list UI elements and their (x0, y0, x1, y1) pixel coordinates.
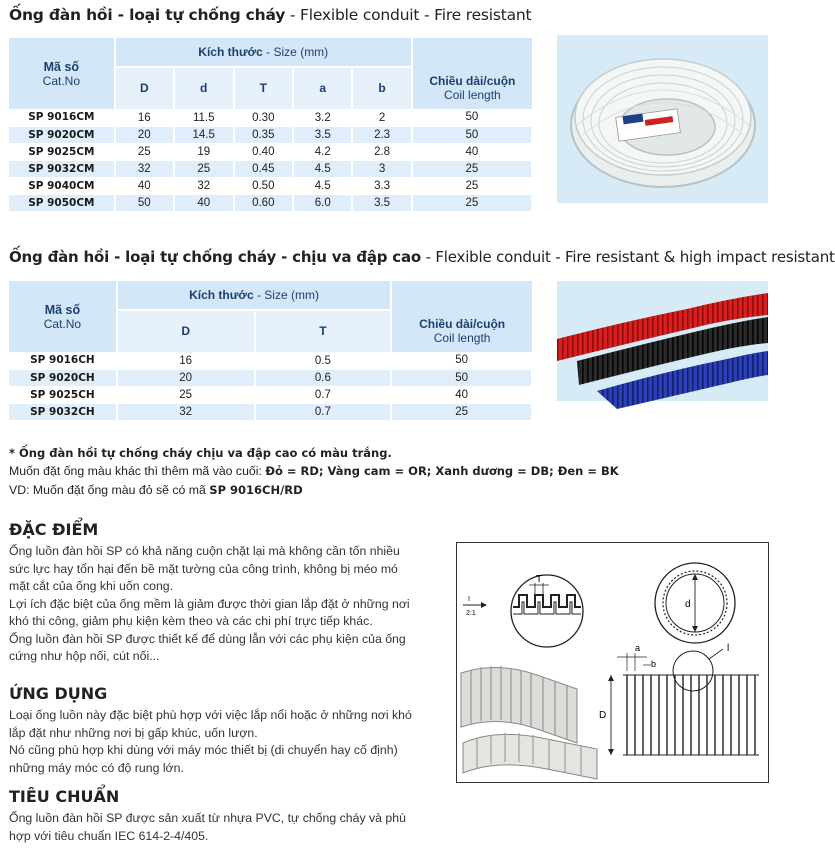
diagram-label-b: b (651, 659, 657, 669)
table-row (9, 352, 532, 369)
value-cell: 50 (115, 194, 174, 211)
standard-text (9, 810, 429, 845)
cat-no-cell: SP 9020CH (9, 369, 117, 386)
value-cell: 40 (412, 143, 532, 160)
value-cell: 2.3 (352, 126, 411, 143)
value-cell: 16 (117, 352, 255, 369)
value-cell: 0.40 (234, 143, 294, 160)
table1-col-d: d (174, 67, 234, 109)
standard-heading: TIÊU CHUẨN (9, 787, 120, 806)
cat-no-cell: SP 9040CM (9, 177, 115, 194)
value-cell: 50 (412, 109, 532, 126)
cat-no-cell: SP 9025CH (9, 386, 117, 403)
value-cell: 40 (391, 386, 532, 403)
standard-line: Ống luồn đàn hồi SP được sản xuất từ nhựa PVC, tự chống cháy và phù (9, 811, 406, 825)
cat-no-cell: SP 9032CH (9, 403, 117, 420)
technical-diagram (456, 542, 769, 783)
note-line2 (9, 464, 619, 478)
value-cell: 3.5 (293, 126, 352, 143)
value-cell: 0.7 (255, 403, 392, 420)
value-cell: 50 (391, 352, 532, 369)
value-cell: 20 (115, 126, 174, 143)
value-cell: 0.6 (255, 369, 392, 386)
cat-no-cell: SP 9016CH (9, 352, 117, 369)
section2-sep: - (421, 248, 436, 266)
value-cell: 2 (352, 109, 411, 126)
table1-catno-header (9, 38, 115, 109)
value-cell: 32 (117, 403, 255, 420)
features-line: Ống luồn đàn hồi SP có khả năng cuộn chặt lại mà không cần tốn nhiều (9, 544, 400, 558)
value-cell: 19 (174, 143, 234, 160)
note-line3-code: SP 9016CH/RD (209, 483, 303, 497)
section1-sep: - (285, 6, 301, 24)
value-cell: 3.5 (352, 194, 411, 211)
section1-title-en: Flexible conduit - Fire resistant (300, 6, 532, 24)
value-cell: 2.8 (352, 143, 411, 160)
value-cell: 25 (391, 403, 532, 420)
cat-no-cell: SP 9025CM (9, 143, 115, 160)
value-cell: 4.5 (293, 160, 352, 177)
section1-title-vi: Ống đàn hồi - loại tự chống cháy (9, 6, 286, 24)
features-line: mặt cắt của ống khi uốn cong. (9, 579, 174, 593)
table1-col-b: b (352, 67, 411, 109)
value-cell: 25 (412, 177, 532, 194)
value-cell: 25 (412, 194, 532, 211)
value-cell: 3 (352, 160, 411, 177)
table2-coil-header (391, 281, 532, 352)
table1-size-en: Size (mm) (273, 45, 329, 59)
value-cell: 20 (117, 369, 255, 386)
diagram-label-a: a (635, 643, 641, 653)
features-line: khó thi công, giảm phụ kiện kèm theo và các chi phí trực tiếp khác. (9, 614, 373, 628)
value-cell: 16 (115, 109, 174, 126)
features-line: Ống luồn đàn hồi SP được thiết kế để dùng lẫn với các phụ kiện của ống (9, 631, 406, 646)
value-cell: 25 (412, 160, 532, 177)
side-view-illustration (599, 643, 759, 755)
table1-coil-en: Coil length (444, 87, 501, 102)
application-text (9, 707, 429, 777)
features-text (9, 543, 429, 666)
features-line: Lợi ích đặc biệt của ống mềm là giảm được thời gian lắp đặt ở những nơi (9, 596, 410, 611)
cat-no-cell: SP 9016CM (9, 109, 115, 126)
value-cell: 0.30 (234, 109, 294, 126)
value-cell: 0.7 (255, 386, 392, 403)
cat-no-cell: SP 9050CM (9, 194, 115, 211)
table-row (9, 160, 532, 177)
application-heading: ỨNG DỤNG (9, 684, 108, 703)
table-row (9, 194, 532, 211)
diagram-label-d: d (685, 599, 691, 610)
table2-coil-vi: Chiều dài/cuộn (419, 316, 506, 331)
section2-title-en: Flexible conduit - Fire resistant & high impact resistant (435, 248, 835, 266)
note-line3-prefix: VD: Muốn đặt ống màu đỏ sẽ có mã (9, 483, 210, 497)
diagram-label-ratio: 2:1 (466, 610, 476, 617)
features-line: cứng như hộp nối, cút nối... (9, 649, 160, 663)
table1-size-vi: Kích thước (198, 45, 263, 59)
table-row (9, 109, 532, 126)
value-cell: 3.2 (293, 109, 352, 126)
value-cell: 32 (174, 177, 234, 194)
table2-catno-vi: Mã số (44, 302, 81, 317)
table2-col-D: D (117, 310, 255, 352)
table2 (9, 281, 533, 421)
table-row (9, 143, 532, 160)
bent-conduit-illustration (461, 666, 597, 779)
application-line: những máy móc có độ rung lớn. (9, 760, 184, 775)
note-line1 (9, 446, 392, 460)
value-cell: 50 (391, 369, 532, 386)
cat-no-cell: SP 9032CM (9, 160, 115, 177)
features-heading: ĐẶC ĐIỂM (9, 520, 99, 539)
note-line2-codes: Đỏ = RD; Vàng cam = OR; Xanh dương = DB; Đen = BK (265, 464, 619, 478)
value-cell: 0.50 (234, 177, 294, 194)
table1-col-T: T (234, 67, 294, 109)
table-row (9, 386, 532, 403)
table2-size-vi: Kích thước (189, 288, 254, 302)
table1-col-a: a (293, 67, 352, 109)
value-cell: 32 (115, 160, 174, 177)
diagram-label-l: l (727, 643, 730, 654)
value-cell: 4.5 (293, 177, 352, 194)
standard-line: hợp với tiêu chuẩn IEC 614-2-4/405. (9, 828, 209, 843)
table1 (9, 38, 533, 212)
value-cell: 0.35 (234, 126, 294, 143)
table2-col-T: T (255, 310, 392, 352)
value-cell: 4.2 (293, 143, 352, 160)
section2-title (9, 248, 835, 266)
table2-catno-en: Cat.No (43, 316, 82, 331)
note-line3 (9, 483, 303, 497)
value-cell: 25 (174, 160, 234, 177)
table2-body (9, 352, 532, 420)
value-cell: 14.5 (174, 126, 234, 143)
value-cell: 6.0 (293, 194, 352, 211)
table-row (9, 177, 532, 194)
value-cell: 0.5 (255, 352, 392, 369)
features-line: sức lực hay tổn hại đến bề mặt tường của công trình, không bị méo mó (9, 561, 398, 576)
colored-conduit-image (557, 281, 768, 401)
diagram-label-T: T (536, 574, 543, 585)
section2-title-vi: Ống đàn hồi - loại tự chống cháy - chịu va đập cao (9, 248, 422, 266)
table1-coil-header (412, 38, 532, 109)
diagram-label-ratio-top: I (468, 596, 470, 603)
application-line: Nó cũng phù hợp khi dùng với máy móc thiết bị (di chuyển hay cố định) (9, 743, 398, 757)
table-row (9, 369, 532, 386)
white-coil-photo (557, 35, 768, 203)
table1-catno-vi: Mã số (43, 59, 80, 74)
table1-coil-vi: Chiều dài/cuộn (429, 73, 516, 88)
value-cell: 25 (117, 386, 255, 403)
table-row (9, 126, 532, 143)
white-coil-image (557, 35, 768, 203)
diagram-drawing (457, 543, 768, 782)
value-cell: 40 (115, 177, 174, 194)
diagram-label-D: D (599, 710, 607, 721)
value-cell: 11.5 (174, 109, 234, 126)
table2-size-en: Size (mm) (264, 288, 319, 302)
colored-conduit-photo (557, 281, 768, 401)
application-line: lắp đặt như những nơi bị gấp khúc, uốn lượn. (9, 725, 258, 740)
section1-title (9, 6, 531, 24)
table1-body (9, 109, 532, 211)
value-cell: 40 (174, 194, 234, 211)
value-cell: 3.3 (352, 177, 411, 194)
table1-size-header: Kích thước - Size (mm) (115, 38, 412, 67)
application-line: Loại ống luồn này đặc biệt phù hợp với việc lắp nổi hoặc ở những nơi khó (9, 708, 412, 722)
cat-no-cell: SP 9020CM (9, 126, 115, 143)
note-line2-prefix: Muốn đặt ống màu khác thì thêm mã vào cuối: (9, 464, 266, 478)
value-cell: 0.60 (234, 194, 294, 211)
table1-catno-en: Cat.No (42, 73, 81, 88)
table1-col-D: D (115, 67, 174, 109)
table-row (9, 403, 532, 420)
value-cell: 25 (115, 143, 174, 160)
note-line1-text: * Ống đàn hồi tự chống cháy chịu va đập cao có màu trắng. (9, 446, 392, 460)
table2-coil-en: Coil length (433, 330, 491, 345)
value-cell: 50 (412, 126, 532, 143)
table2-size-header: Kích thước - Size (mm) (117, 281, 391, 310)
table2-catno-header (9, 281, 117, 352)
value-cell: 0.45 (234, 160, 294, 177)
